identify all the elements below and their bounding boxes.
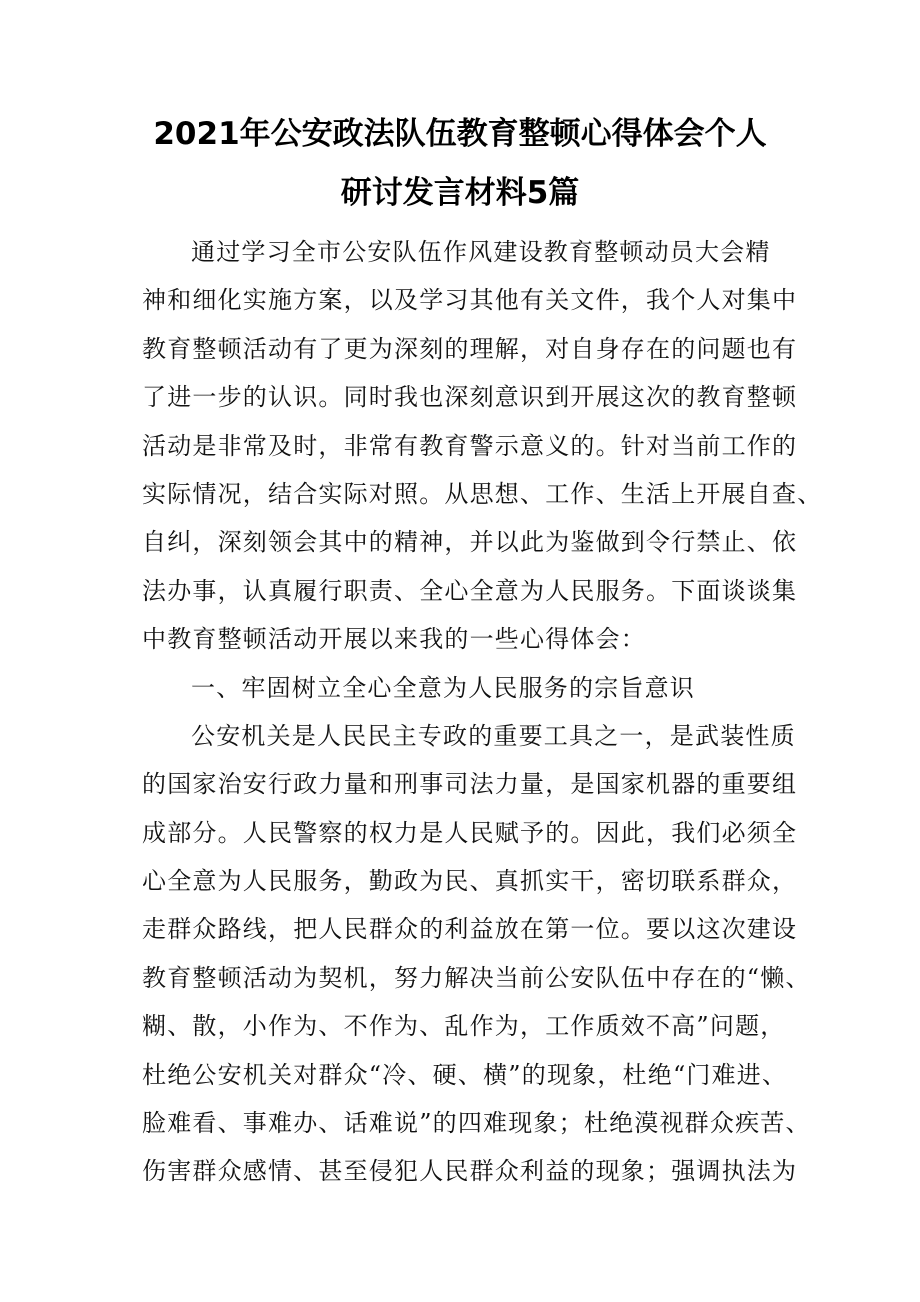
body-line: 法办事，认真履行职责、全心全意为人民服务。下面谈谈集 bbox=[142, 576, 798, 605]
body-line: 教育整顿活动为契机，努力解决当前公安队伍中存在的“懒、 bbox=[142, 963, 811, 992]
body-line: 伤害群众感情、甚至侵犯人民群众利益的现象；强调执法为 bbox=[142, 1157, 798, 1186]
body-line: 教育整顿活动有了更为深刻的理解，对自身存在的问题也有 bbox=[142, 334, 798, 363]
document-title-line-1: 2021年公安政法队伍教育整顿心得体会个人 bbox=[153, 116, 767, 152]
body-line: 了进一步的认识。同时我也深刻意识到开展这次的教育整顿 bbox=[142, 383, 798, 412]
body-line: 神和细化实施方案，以及学习其他有关文件，我个人对集中 bbox=[142, 286, 798, 315]
body-line: 心全意为人民服务，勤政为民、真抓实干，密切联系群众， bbox=[142, 867, 798, 896]
body-line: 脸难看、事难办、话难说”的四难现象；杜绝漠视群众疾苦、 bbox=[142, 1109, 811, 1138]
body-line: 活动是非常及时，非常有教育警示意义的。针对当前工作的 bbox=[142, 431, 798, 460]
document-body bbox=[142, 228, 823, 1196]
body-line: 公安机关是人民民主专政的重要工具之一，是武装性质 bbox=[191, 721, 796, 750]
body-line: 自纠，深刻领会其中的精神，并以此为鉴做到令行禁止、依 bbox=[142, 528, 798, 557]
document-title-line-2: 研讨发言材料5篇 bbox=[340, 175, 580, 211]
body-line: 走群众路线，把人民群众的利益放在第一位。要以这次建设 bbox=[142, 915, 798, 944]
body-line: 成部分。人民警察的权力是人民赋予的。因此，我们必须全 bbox=[142, 818, 798, 847]
body-line: 通过学习全市公安队伍作风建设教育整顿动员大会精 bbox=[191, 238, 771, 266]
body-line: 糊、散，小作为、不作为、乱作为，工作质效不高”问题， bbox=[142, 1012, 786, 1041]
body-line: 一、牢固树立全心全意为人民服务的宗旨意识 bbox=[191, 673, 695, 702]
body-line: 的国家治安行政力量和刑事司法力量，是国家机器的重要组 bbox=[142, 770, 798, 799]
body-line: 杜绝公安机关对群众“冷、硬、横”的现象，杜绝“门难进、 bbox=[142, 1060, 788, 1089]
body-line: 中教育整顿活动开展以来我的一些心得体会： bbox=[142, 625, 646, 654]
body-line: 实际情况，结合实际对照。从思想、工作、生活上开展自查、 bbox=[142, 479, 823, 508]
